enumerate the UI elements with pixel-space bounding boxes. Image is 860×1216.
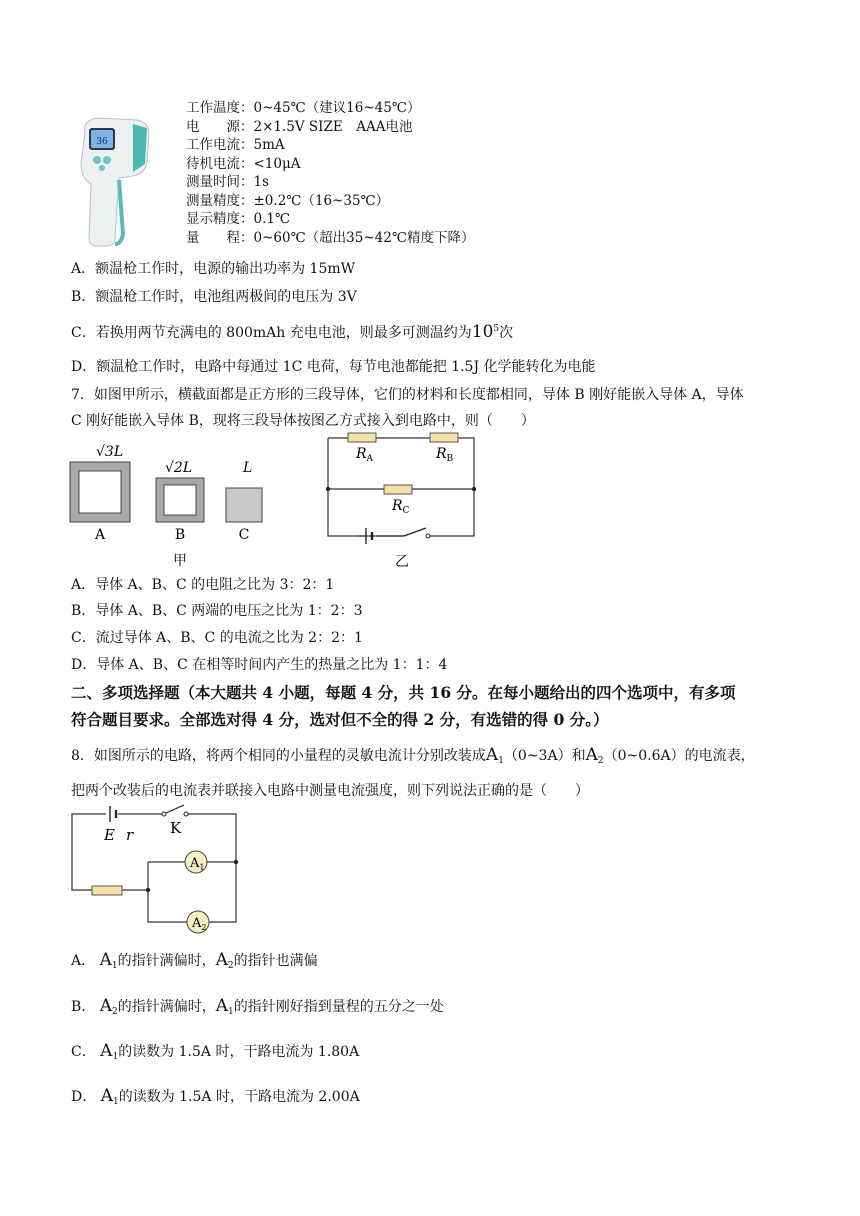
q8-circuit-figure <box>66 800 246 936</box>
thermometer-photo <box>75 114 155 250</box>
switch-k-label: K <box>170 819 182 837</box>
spec-resolution: 显示精度：0.1℃ <box>186 211 291 227</box>
thermometer-spec-list <box>186 99 474 247</box>
internal-r-label: r <box>126 826 134 844</box>
conductor-b-label: B <box>174 527 186 543</box>
q7-option-b: B．导体 A、B、C 两端的电压之比为 1：2：3 <box>71 603 363 619</box>
q6-option-c: C．若换用两节充满电的 800mAh 充电电池，则最多可测温约为$10^5$次 <box>71 322 514 342</box>
q7-stem-line1: 7．如图甲所示，横截面都是正方形的三段导体，它们的材料和长度都相同，导体 B 刚好能嵌入导体 A，导体 <box>71 387 744 403</box>
ammeter-a1-label: $A_1$ <box>190 856 205 872</box>
q6-option-a: A．额温枪工作时，电源的输出功率为 15mW <box>71 261 356 277</box>
spec-working-temp: 工作温度：0~45℃（建议16~45℃） <box>186 100 421 116</box>
dim-a-label: √3L <box>96 444 124 460</box>
ammeter-a2-label: $A_2$ <box>192 916 207 932</box>
section2-heading-line1: 二、多项选择题（本大题共 4 小题，每题 4 分，共 16 分。在每小题给出的四个选项中，有多项 <box>71 683 736 702</box>
spec-working-current: 工作电流：5mA <box>186 137 285 153</box>
q7-option-d: D．导体 A、B、C 在相等时间内产生的热量之比为 1：1：4 <box>71 657 448 673</box>
spec-measure-time: 测量时间：1s <box>186 174 270 190</box>
dim-c-label: L <box>243 460 253 476</box>
figure-yi-caption: 乙 <box>395 554 409 570</box>
q8-option-b: B． $A_2$的指针满偏时，$A_1$的指针刚好指到量程的五分之一处 <box>71 996 444 1017</box>
q8-stem-line1: 8．如图所示的电路，将两个相同的小量程的灵敏电流计分别改装成$A_1(0\sim 3A)$和$A_2(0\sim 0.6A)$的电流表， <box>71 745 755 766</box>
q6-option-b: B．额温枪工作时，电池组两极间的电压为 3V <box>71 289 357 305</box>
figure-yi-circuit <box>318 428 484 572</box>
spec-accuracy: 测量精度：±0.2℃（16~35℃） <box>186 192 390 209</box>
label-ra: $R_A$ <box>356 446 374 464</box>
dim-b-label: √2L <box>165 460 193 476</box>
label-rc: $R_C$ <box>392 498 410 516</box>
q8-option-d: D． $A_1$的读数为 1.5A 时，干路电流为 2.00A <box>71 1086 360 1107</box>
thermometer-reading: 36 <box>96 137 108 147</box>
spec-range: 量 程：0~60℃（超出35~42℃精度下降） <box>186 229 475 246</box>
q7-stem-line2: C 刚好能嵌入导体 B，现将三段导体按图乙方式接入到电路中，则（ ） <box>71 413 535 429</box>
q6-option-d: D．额温枪工作时，电路中每通过 1C 电荷，每节电池都能把 1.5J 化学能转化为电能 <box>71 359 596 375</box>
figure-jia-caption: 甲 <box>173 553 187 569</box>
conductor-c-label: C <box>238 527 250 543</box>
q7-option-a: A．导体 A、B、C 的电阻之比为 3：2：1 <box>71 577 335 593</box>
label-rb: $R_B$ <box>436 446 454 464</box>
q8-option-a: A． $A_1$的指针满偏时，$A_2$的指针也满偏 <box>71 950 318 971</box>
emf-label: E <box>104 826 115 844</box>
figure-jia-conductors <box>60 432 280 572</box>
spec-power: 电 源：2×1.5V SIZE AAA电池 <box>186 118 413 135</box>
q8-option-c: C． $A_1$的读数为 1.5A 时，干路电流为 1.80A <box>71 1041 360 1062</box>
section2-heading-line2: 符合题目要求。全部选对得 4 分，选对但不全的得 2 分，有选错的得 0 分。） <box>71 710 609 729</box>
conductor-a-label: A <box>94 527 106 543</box>
q8-stem-line2: 把两个改装后的电流表并联接入电路中测量电流强度，则下列说法正确的是（ ） <box>71 783 589 799</box>
spec-standby-current: 待机电流：<10μA <box>186 155 301 172</box>
q7-option-c: C．流过导体 A、B、C 的电流之比为 2：2：1 <box>71 630 363 646</box>
